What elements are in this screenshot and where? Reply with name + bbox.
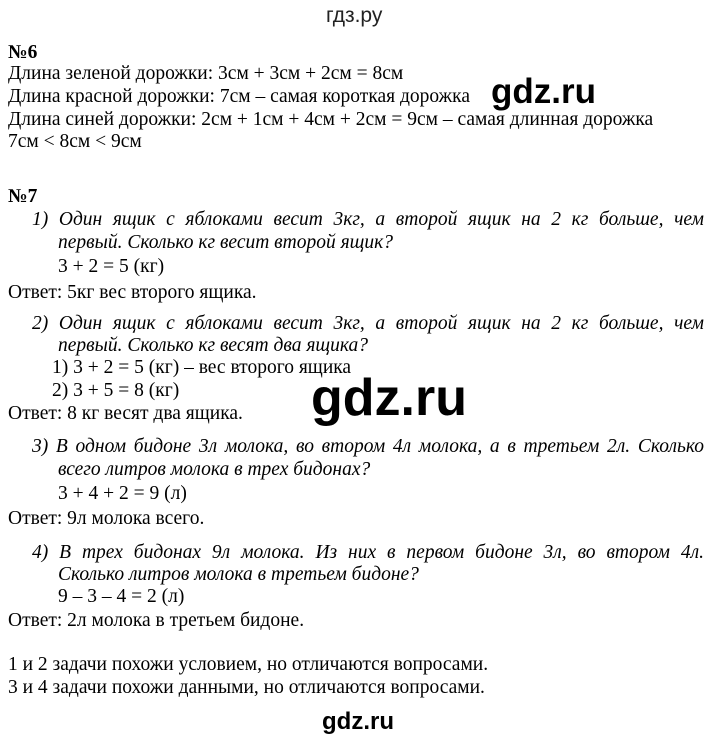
problem-4-question-line-1: 4) В трех бидонах 9л молока. Из них в первом бидоне 3л, во втором 4л.: [32, 542, 704, 563]
problem-4-solution: 9 – 3 – 4 = 2 (л): [58, 586, 185, 607]
problem-2-solution-2: 2) 3 + 5 = 8 (кг): [52, 380, 180, 401]
problem-3-answer: Ответ: 9л молока всего.: [8, 508, 205, 529]
task6-number: №6: [8, 42, 38, 63]
problem-1-question-line-2: первый. Сколько кг весит второй ящик?: [58, 232, 394, 253]
task6-line-1: Длина зеленой дорожки: 3см + 3см + 2см = 8см: [8, 63, 404, 84]
task6-line-4: 7см < 8см < 9см: [8, 131, 142, 152]
conclusion-line-1: 1 и 2 задачи похожи условием, но отличаются вопросами.: [8, 654, 489, 675]
problem-4-question-line-2: Сколько литров молока в третьем бидоне?: [58, 564, 419, 585]
task6-line-3: Длина синей дорожки: 2см + 1см + 4см + 2см = 9см – самая длинная дорожка: [8, 109, 654, 130]
footer-watermark: gdz.ru: [322, 708, 394, 735]
header-watermark: гдз.ру: [326, 4, 383, 27]
inline-watermark-1: gdz.ru: [491, 72, 596, 111]
conclusion-line-2: 3 и 4 задачи похожи данными, но отличаются вопросами.: [8, 677, 485, 698]
problem-3-question-line-1: 3) В одном бидоне 3л молока, во втором 4л молока, а в третьем 2л. Сколько: [32, 436, 704, 457]
problem-2-answer: Ответ: 8 кг весят два ящика.: [8, 403, 243, 424]
task6-line-2: Длина красной дорожки: 7см – самая короткая дорожка: [8, 86, 470, 107]
problem-2-solution-1: 1) 3 + 2 = 5 (кг) – вес второго ящика: [52, 357, 352, 378]
problem-3-question-line-2: всего литров молока в трех бидонах?: [58, 459, 371, 480]
problem-1-answer: Ответ: 5кг вес второго ящика.: [8, 282, 257, 303]
problem-1-solution: 3 + 2 = 5 (кг): [58, 256, 165, 277]
problem-1-question-line-1: 1) Один ящик с яблоками весит 3кг, а второй ящик на 2 кг больше, чем: [32, 209, 704, 230]
task7-number: №7: [8, 186, 38, 207]
inline-watermark-2: gdz.ru: [311, 369, 467, 427]
problem-3-solution: 3 + 4 + 2 = 9 (л): [58, 483, 187, 504]
problem-4-answer: Ответ: 2л молока в третьем бидоне.: [8, 610, 305, 631]
problem-2-question-line-2: первый. Сколько кг весят два ящика?: [58, 335, 368, 356]
problem-2-question-line-1: 2) Один ящик с яблоками весит 3кг, а второй ящик на 2 кг больше, чем: [32, 313, 704, 334]
